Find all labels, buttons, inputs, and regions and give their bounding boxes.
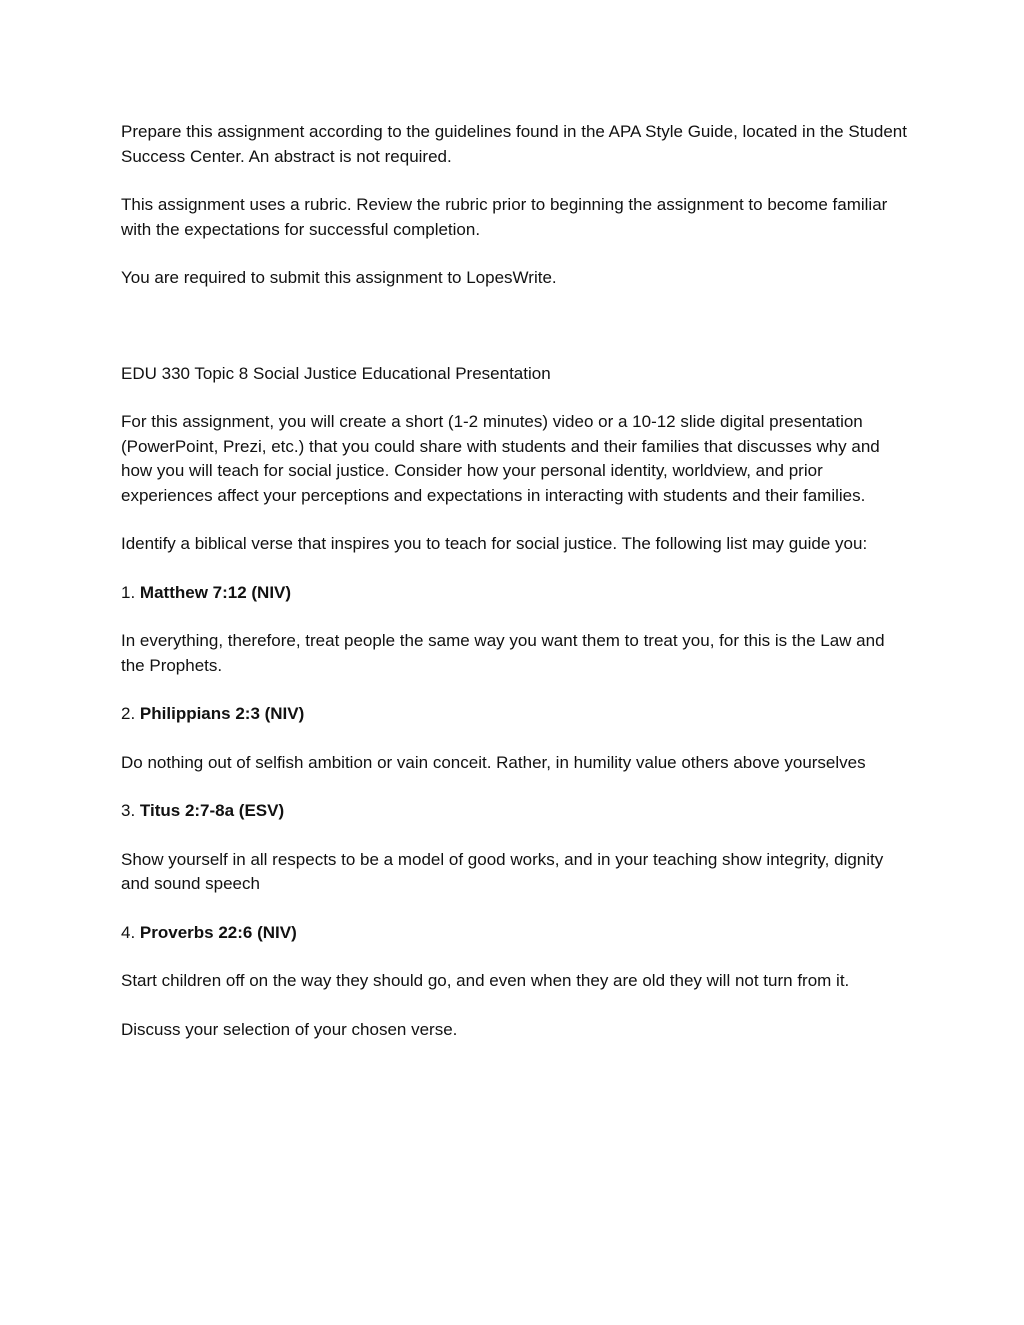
verse-prompt: Identify a biblical verse that inspires you to teach for social justice. The following list may guide you: bbox=[121, 534, 868, 553]
verse-citation: Matthew 7:12 (NIV) bbox=[139, 582, 292, 602]
verse-number: 2. bbox=[121, 704, 136, 723]
document-body bbox=[121, 120, 911, 1066]
verse-text: In everything, therefore, treat people the same way you want them to treat you, for this is the Law and the Prophets. bbox=[121, 631, 885, 675]
verse-text: Do nothing out of selfish ambition or vain conceit. Rather, in humility value others above yourselves bbox=[121, 752, 866, 772]
rubric-instructions: This assignment uses a rubric. Review the rubric prior to beginning the assignment to become familiar with the expectations for successful completion. bbox=[121, 195, 888, 239]
verse-number: 1. bbox=[121, 582, 136, 602]
verse-citation: Philippians 2:3 (NIV) bbox=[139, 704, 305, 723]
verse-text: Start children off on the way they should go, and even when they are old they will not turn from it. bbox=[121, 971, 850, 990]
verse-number: 4. bbox=[121, 922, 136, 942]
verse-reference bbox=[121, 921, 911, 946]
verse-text: Show yourself in all respects to be a model of good works, and in your teaching show integrity, dignity and sound speech bbox=[121, 849, 884, 893]
section-gap bbox=[121, 315, 911, 362]
assignment-description: For this assignment, you will create a short (1-2 minutes) video or a 10-12 slide digital presentation (PowerPoint, Prezi, etc.) that you could share with students and their families that discusses why and how you will teach for social justice. Consider how your personal identity, worldview, and prior experiences affect your perceptions and expectations in interacting with students and their families. bbox=[121, 412, 880, 505]
verse-reference bbox=[121, 702, 911, 727]
verse-citation: Titus 2:7-8a (ESV) bbox=[139, 801, 285, 820]
verse-citation: Proverbs 22:6 (NIV) bbox=[139, 922, 297, 942]
assignment-title: EDU 330 Topic 8 Social Justice Educational Presentation bbox=[121, 363, 551, 383]
verse-number: 3. bbox=[121, 801, 136, 820]
submission-instructions: You are required to submit this assignment to LopesWrite. bbox=[121, 268, 557, 287]
verse-reference bbox=[121, 581, 911, 606]
closing-instruction: Discuss your selection of your chosen verse. bbox=[121, 1019, 458, 1039]
verse-reference bbox=[121, 799, 911, 824]
apa-instructions: Prepare this assignment according to the guidelines found in the APA Style Guide, located in the Student Success Center. An abstract is not required. bbox=[121, 122, 907, 166]
